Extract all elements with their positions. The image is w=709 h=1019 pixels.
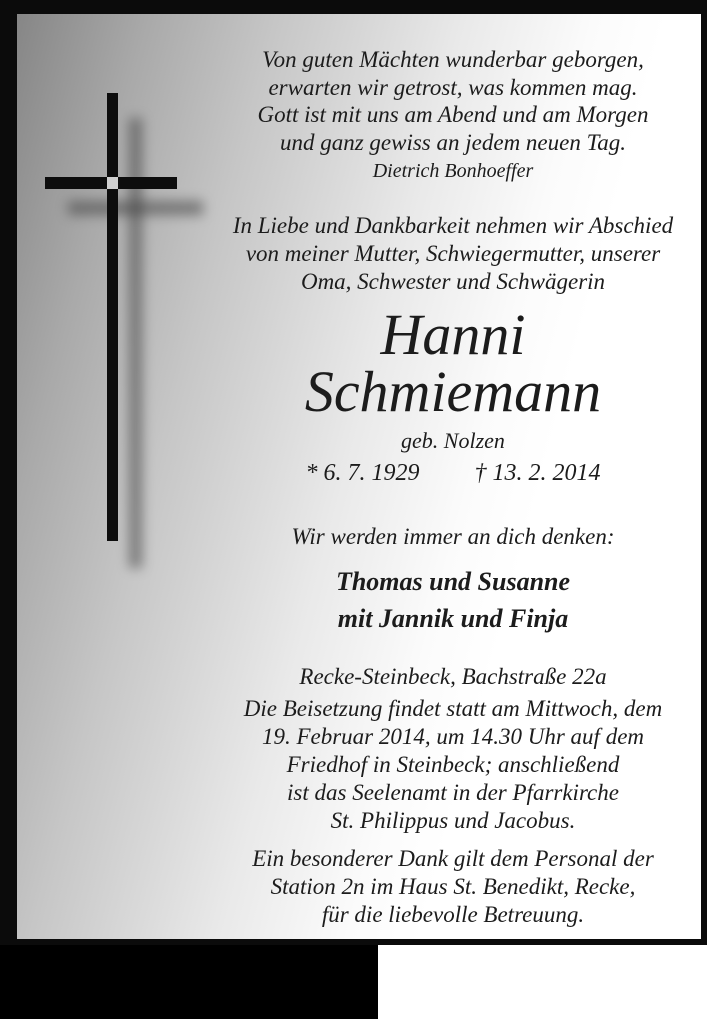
quote-line: Von guten Mächten wunderbar geborgen, xyxy=(262,47,644,72)
funeral-line: St. Philippus und Jacobus. xyxy=(330,808,576,833)
cross-shadow-horizontal xyxy=(68,201,203,215)
thanks-line: Station 2n im Haus St. Benedikt, Recke, xyxy=(270,874,636,899)
quote-line: Gott ist mit uns am Abend und am Morgen xyxy=(257,102,649,127)
deceased-first-name: Hanni xyxy=(380,302,526,367)
birth-date: * 6. 7. 1929 xyxy=(305,460,420,486)
thanks-line: Ein besonderer Dank gilt dem Personal der xyxy=(252,846,654,871)
deceased-last-name: Schmiemann xyxy=(304,359,602,424)
funeral-line: Die Beisetzung findet statt am Mittwoch, dem xyxy=(243,696,663,721)
death-date: † 13. 2. 2014 xyxy=(474,460,601,486)
funeral-line: ist das Seelenamt in der Pfarrkirche xyxy=(287,780,619,805)
thanks-line: für die liebevolle Betreuung. xyxy=(321,902,585,927)
opening-quote xyxy=(187,46,701,156)
farewell-intro xyxy=(187,212,701,296)
maiden-name: geb. Nolzen xyxy=(401,428,505,453)
funeral-details xyxy=(187,695,701,835)
funeral-line: 19. Februar 2014, um 14.30 Uhr auf dem xyxy=(261,724,645,749)
mourner-line: mit Jannik und Finja xyxy=(337,604,569,633)
mourner-line: Thomas und Susanne xyxy=(335,567,571,596)
intro-line: In Liebe und Dankbarkeit nehmen wir Abschied xyxy=(232,213,674,238)
mourners xyxy=(187,563,701,637)
quote-line: erwarten wir getrost, was kommen mag. xyxy=(268,74,638,100)
quote-line: und ganz gewiss an jedem neuen Tag. xyxy=(279,129,627,155)
thanks-note xyxy=(187,845,701,929)
life-dates xyxy=(187,459,701,487)
remembrance-line: Wir werden immer an dich denken: xyxy=(291,524,615,549)
funeral-line: Friedhof in Steinbeck; anschließend xyxy=(286,752,620,777)
intro-line: Oma, Schwester und Schwägerin xyxy=(300,269,606,294)
intro-line: von meiner Mutter, Schwiegermutter, unserer xyxy=(245,241,661,266)
deceased-name xyxy=(187,302,701,424)
obituary-text xyxy=(187,28,701,929)
cross-vertical-bar xyxy=(107,93,118,541)
card-background xyxy=(17,14,701,939)
cross-intersection xyxy=(107,177,118,189)
quote-attribution: Dietrich Bonhoeffer xyxy=(372,160,534,182)
address-line: Recke-Steinbeck, Bachstraße 22a xyxy=(299,664,607,689)
bottom-black-block xyxy=(0,945,378,1019)
